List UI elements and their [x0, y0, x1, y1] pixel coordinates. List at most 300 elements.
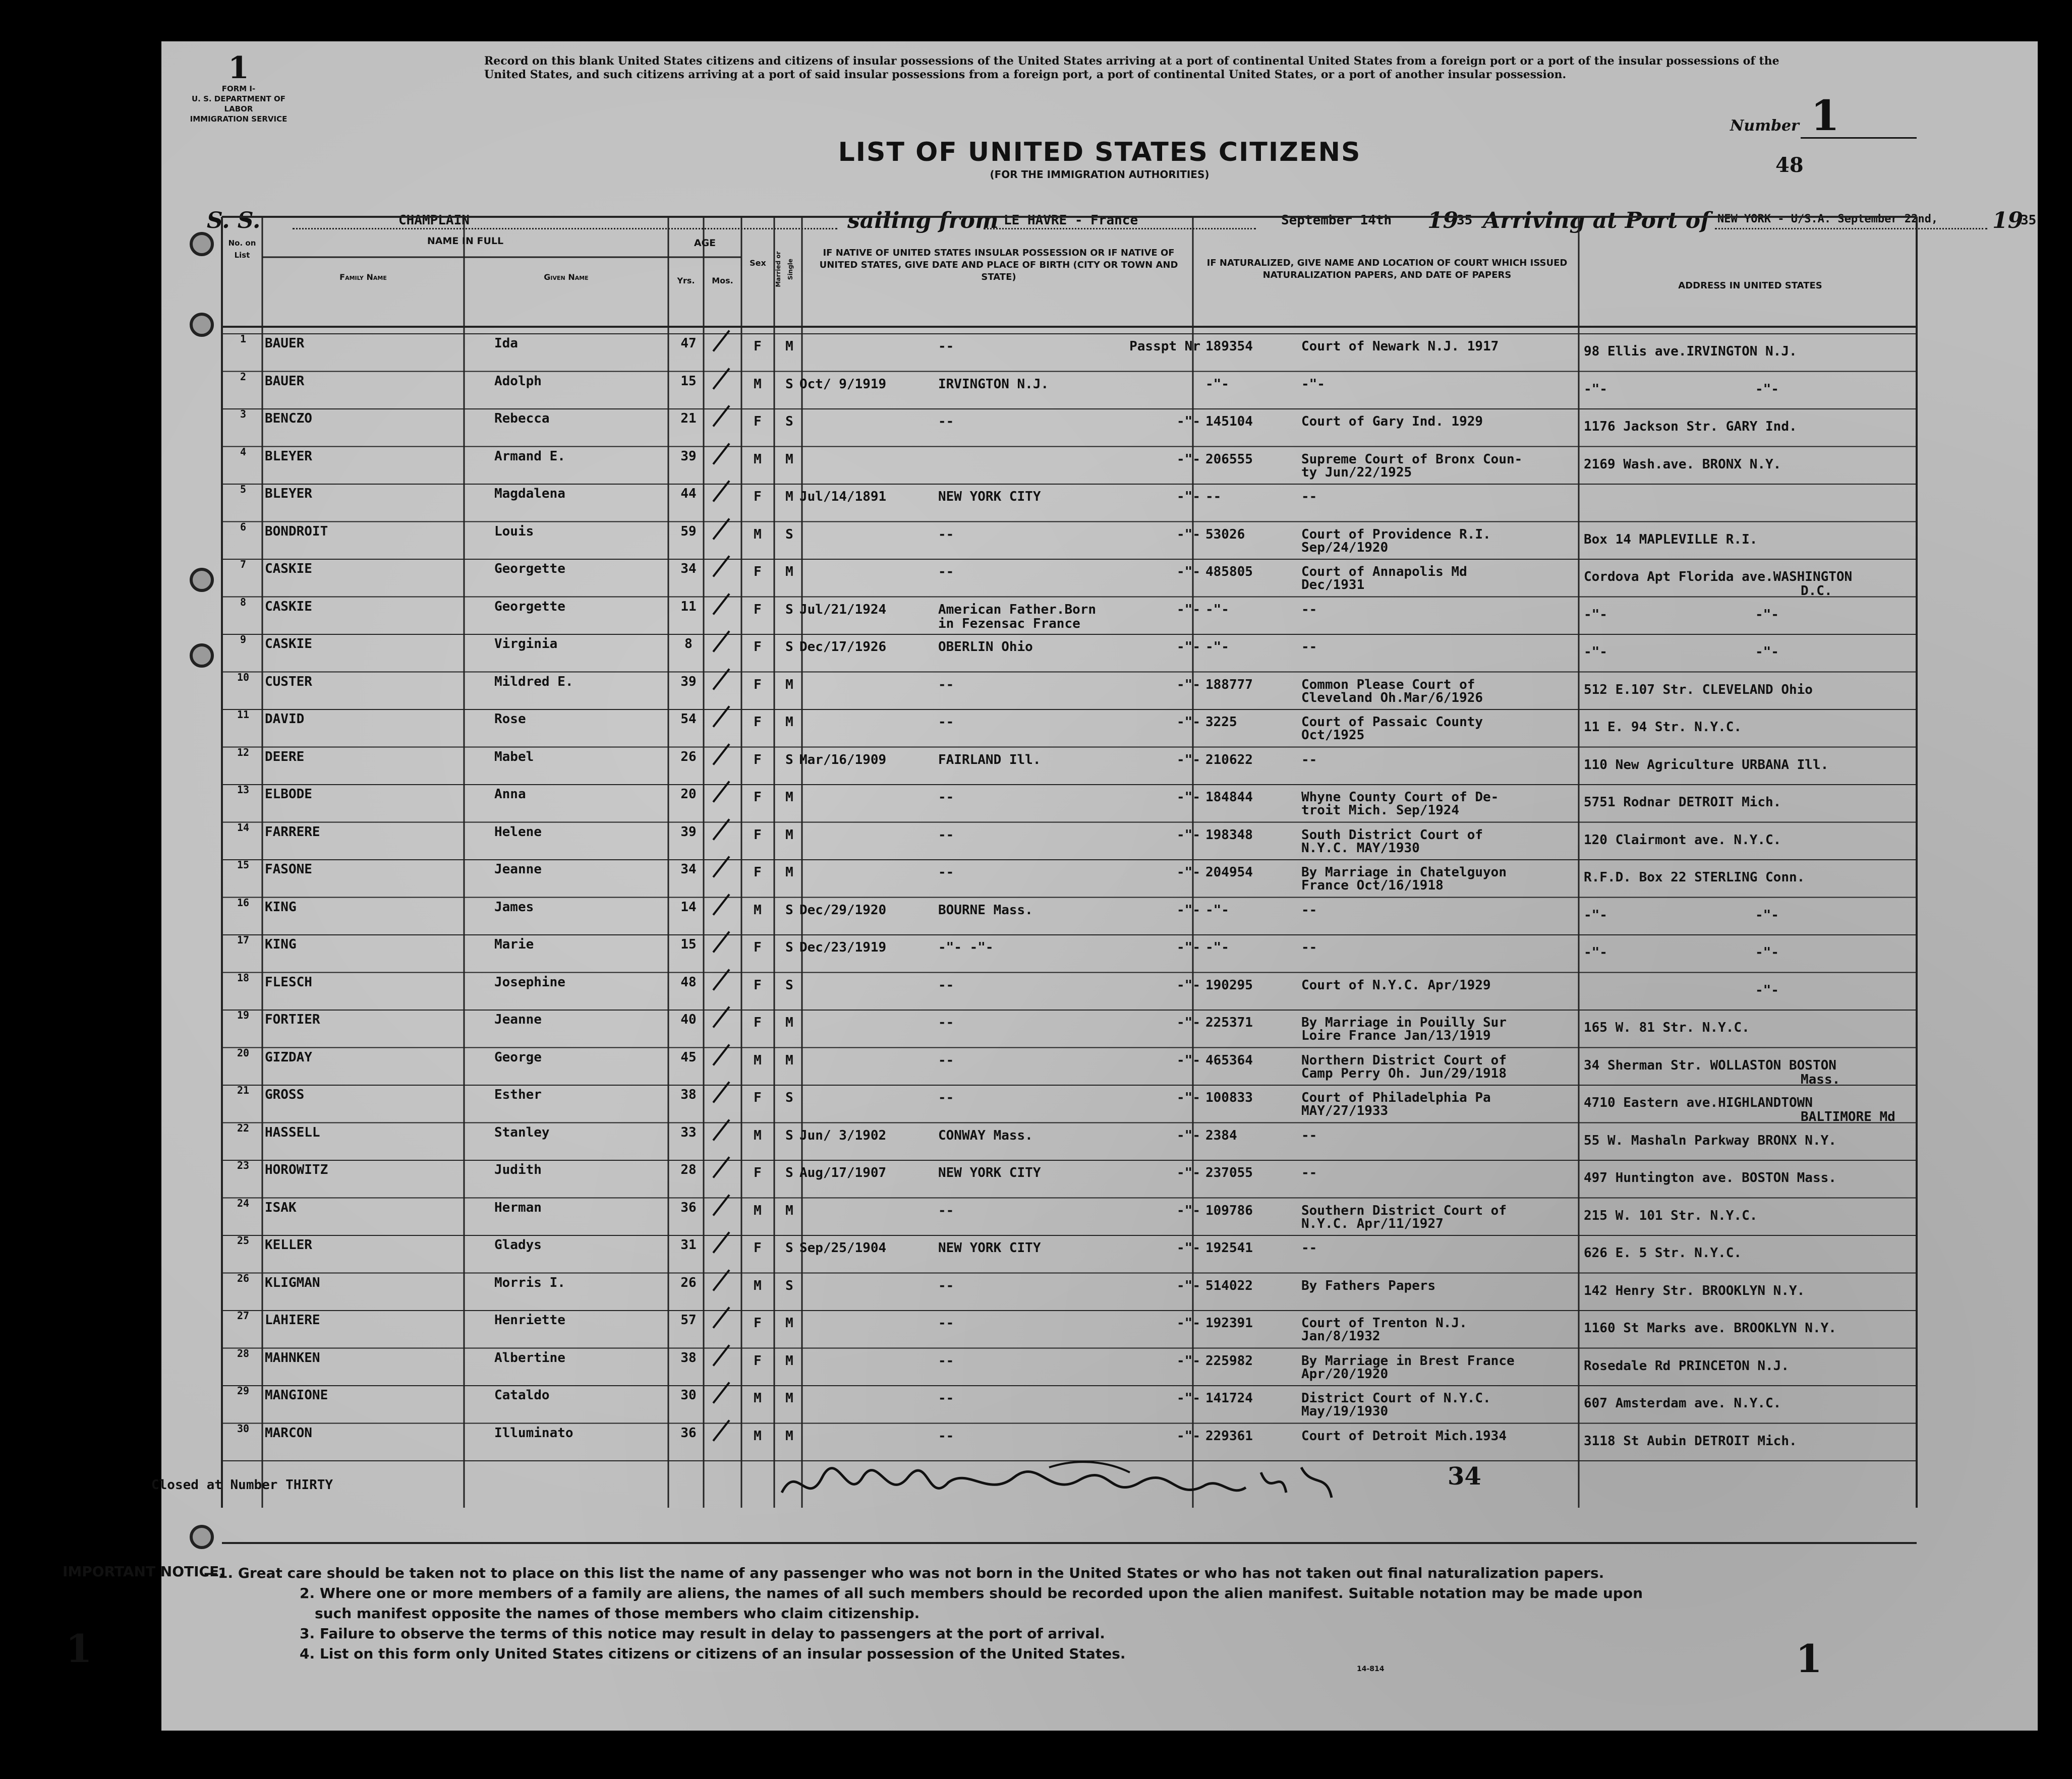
- birth-place: --: [938, 414, 954, 429]
- marital-status: S: [785, 1090, 793, 1105]
- naturalization-prefix: -"-: [1177, 489, 1200, 504]
- family-name: KLIGMAN: [265, 1275, 320, 1290]
- row-number: 6: [240, 520, 247, 533]
- sex: M: [754, 1391, 762, 1406]
- naturalization-number: 210622: [1205, 752, 1253, 767]
- naturalization-number: 514022: [1205, 1278, 1253, 1293]
- ship-name: CHAMPLAIN: [398, 213, 470, 228]
- marital-status: S: [785, 602, 793, 617]
- naturalization-court: Court of Detroit Mich.1934: [1301, 1428, 1507, 1444]
- year-prefix: 19: [1427, 208, 1459, 233]
- row-number: 22: [237, 1121, 250, 1134]
- naturalization-number: -"-: [1205, 639, 1229, 655]
- naturalization-court-cont: Cleveland Oh.Mar/6/1926: [1301, 690, 1483, 705]
- preface-text: Record on this blank United States citizens and citizens of insular possessions of the United States arriving at a port of continental United States from a foreign port or a port of the insular possessions of the United States, and such citizens arriving at a port of said insular possessions from a foreign port, a port of continental United States, or a port of another insular possession.: [484, 54, 1779, 81]
- sex: F: [754, 1090, 762, 1105]
- given-name: Gladys: [494, 1237, 542, 1253]
- naturalization-number: 237055: [1205, 1165, 1253, 1180]
- birth-date: Jun/ 3/1902: [799, 1128, 887, 1143]
- naturalization-number: 184844: [1205, 790, 1253, 805]
- notice-item-1: —1. Great care should be taken not to place on this list the name of any passenger who was not born in the United States or who has not taken out final naturalization papers.: [204, 1565, 1604, 1581]
- birth-place: --: [938, 865, 954, 880]
- sex: F: [754, 1240, 762, 1256]
- given-name: Adolph: [494, 373, 542, 389]
- family-name: MAHNKEN: [265, 1350, 320, 1366]
- sex: F: [754, 677, 762, 692]
- address: 98 Ellis ave.IRVINGTON N.J.: [1584, 344, 1797, 359]
- notice-item-3: 3. Failure to observe the terms of this notice may result in delay to passengers at the port of arrival.: [300, 1625, 1105, 1642]
- number-value: 1: [1811, 92, 1840, 140]
- given-name: Jeanne: [494, 1012, 542, 1027]
- row-number: 3: [240, 408, 247, 420]
- row-number: 23: [237, 1159, 250, 1171]
- family-name: GROSS: [265, 1087, 305, 1102]
- age-years: 11: [680, 599, 697, 614]
- row-number: 27: [237, 1310, 250, 1322]
- age-years: 33: [680, 1124, 697, 1140]
- form-code: 14-814: [1357, 1665, 1385, 1673]
- family-name: FASONE: [265, 862, 312, 877]
- family-name: DAVID: [265, 711, 305, 727]
- marital-status: M: [785, 1428, 793, 1444]
- family-name: ELBODE: [265, 787, 312, 802]
- age-years: 15: [680, 373, 697, 389]
- family-name: MANGIONE: [265, 1388, 328, 1403]
- age-years: 26: [680, 749, 697, 764]
- family-name: KING: [265, 899, 297, 915]
- marital-status: S: [785, 977, 793, 993]
- birth-place: --: [938, 1353, 954, 1369]
- naturalization-court-cont: MAY/27/1933: [1301, 1103, 1389, 1118]
- naturalization-court: Court of Philadelphia Pa: [1301, 1090, 1491, 1105]
- arrival-year: 35: [2021, 213, 2037, 228]
- given-name: James: [494, 899, 534, 915]
- given-name: Magdalena: [494, 486, 565, 501]
- naturalization-prefix: -"-: [1177, 1353, 1200, 1369]
- naturalization-court: Court of Trenton N.J.: [1301, 1316, 1467, 1331]
- address: 512 E.107 Str. CLEVELAND Ohio: [1584, 682, 1813, 697]
- header-age: AGE: [694, 238, 716, 249]
- row-number: 8: [240, 596, 247, 608]
- marital-status: M: [785, 1015, 793, 1030]
- family-name: GIZDAY: [265, 1049, 312, 1065]
- sex: F: [754, 790, 762, 805]
- birth-place: OBERLIN Ohio: [938, 639, 1033, 655]
- naturalization-court: Court of Annapolis Md: [1301, 564, 1467, 579]
- family-name: BONDROIT: [265, 523, 328, 539]
- naturalization-court: --: [1301, 1165, 1317, 1180]
- sex: M: [754, 1203, 762, 1218]
- sex: M: [754, 451, 762, 467]
- row-number: 13: [237, 784, 250, 796]
- header-name-in-full: NAME IN FULL: [427, 235, 504, 247]
- naturalization-court: Court of Providence R.I.: [1301, 526, 1491, 542]
- family-name: FLESCH: [265, 974, 312, 990]
- naturalization-court: --: [1301, 1128, 1317, 1143]
- given-name: Morris I.: [494, 1275, 565, 1290]
- marital-status: M: [785, 790, 793, 805]
- family-name: CASKIE: [265, 561, 312, 576]
- sex: F: [754, 1015, 762, 1030]
- agency-line: U. S. DEPARTMENT OF LABOR: [191, 94, 286, 113]
- given-name: Rose: [494, 711, 526, 727]
- given-name: Albertine: [494, 1350, 565, 1366]
- address: 1176 Jackson Str. GARY Ind.: [1584, 419, 1797, 434]
- family-name: KING: [265, 937, 297, 952]
- family-name: KELLER: [265, 1237, 312, 1253]
- sex: F: [754, 865, 762, 880]
- naturalization-number: 192541: [1205, 1240, 1253, 1256]
- given-name: Mildred E.: [494, 674, 573, 689]
- row-number: 30: [237, 1422, 250, 1435]
- given-name: Georgette: [494, 561, 565, 576]
- naturalization-number: 189354: [1205, 339, 1253, 354]
- naturalization-number: 188777: [1205, 677, 1253, 692]
- naturalization-prefix: -"-: [1177, 602, 1200, 617]
- naturalization-prefix: -"-: [1177, 414, 1200, 429]
- naturalization-prefix: -"-: [1177, 1278, 1200, 1293]
- marital-status: S: [785, 639, 793, 655]
- birth-date: Oct/ 9/1919: [799, 376, 887, 392]
- birth-place: --: [938, 1052, 954, 1068]
- address: Cordova Apt Florida ave.WASHINGTON: [1584, 569, 1853, 584]
- address-cont: Mass.: [1801, 1072, 1840, 1087]
- age-years: 40: [680, 1012, 697, 1027]
- naturalization-court: Court of Newark N.J. 1917: [1301, 339, 1499, 354]
- marital-status: M: [785, 1353, 793, 1369]
- sex: F: [754, 827, 762, 843]
- naturalization-prefix: -"-: [1177, 1015, 1200, 1030]
- family-name: FORTIER: [265, 1012, 320, 1027]
- header-naturalized: IF NATURALIZED, GIVE NAME AND LOCATION OF COURT WHICH ISSUED NATURALIZATION PAPERS, AND DATE OF PAPERS: [1206, 258, 1568, 280]
- marital-status: S: [785, 1165, 793, 1180]
- sex: M: [754, 902, 762, 918]
- ss-label: S. S.: [207, 208, 261, 233]
- row-number: 29: [237, 1385, 250, 1397]
- naturalization-court-cont: May/19/1930: [1301, 1404, 1389, 1419]
- naturalization-number: 204954: [1205, 865, 1253, 880]
- marital-status: S: [785, 526, 793, 542]
- given-name: Jeanne: [494, 862, 542, 877]
- corner-number-left: 1: [66, 1626, 92, 1671]
- age-years: 57: [680, 1313, 697, 1328]
- page-title: LIST OF UNITED STATES CITIZENS: [838, 137, 1361, 167]
- address: 4710 Eastern ave.HIGHLANDTOWN: [1584, 1095, 1813, 1110]
- address-cont: -"-: [1755, 381, 1779, 397]
- family-name: CASKIE: [265, 599, 312, 614]
- row-number: 28: [237, 1347, 250, 1359]
- naturalization-prefix: -"-: [1177, 1316, 1200, 1331]
- age-years: 36: [680, 1425, 697, 1441]
- row-number: 17: [237, 934, 250, 946]
- naturalization-number: 225371: [1205, 1015, 1253, 1030]
- marital-status: M: [785, 451, 793, 467]
- birth-place: NEW YORK CITY: [938, 1240, 1041, 1256]
- address: 55 W. Mashaln Parkway BRONX N.Y.: [1584, 1133, 1836, 1148]
- address-cont: BALTIMORE Md: [1801, 1109, 1895, 1124]
- birth-place: --: [938, 977, 954, 993]
- address-cont: -"-: [1755, 644, 1779, 660]
- birth-place: --: [938, 677, 954, 692]
- sex: F: [754, 1316, 762, 1331]
- age-years: 47: [680, 336, 697, 351]
- naturalization-prefix: -"-: [1177, 1165, 1200, 1180]
- naturalization-number: -"-: [1205, 902, 1229, 918]
- birth-place: --: [938, 1316, 954, 1331]
- birth-place: -"- -"-: [938, 940, 994, 955]
- age-years: 59: [680, 523, 697, 539]
- row-number: 19: [237, 1009, 250, 1021]
- page-subtitle: (FOR THE IMMIGRATION AUTHORITIES): [990, 168, 1210, 181]
- given-name: Herman: [494, 1200, 542, 1215]
- family-name: BLEYER: [265, 448, 312, 464]
- birth-date: Jul/14/1891: [799, 489, 887, 504]
- naturalization-prefix: -"-: [1177, 977, 1200, 993]
- birth-place: --: [938, 790, 954, 805]
- naturalization-prefix: -"-: [1177, 940, 1200, 955]
- address: -"-: [1584, 381, 1607, 397]
- address: 120 Clairmont ave. N.Y.C.: [1584, 832, 1781, 848]
- naturalization-prefix: -"-: [1177, 1128, 1200, 1143]
- age-years: 38: [680, 1350, 697, 1366]
- naturalization-number: 229361: [1205, 1428, 1253, 1444]
- row-number: 14: [237, 821, 250, 834]
- naturalization-court: Court of Gary Ind. 1929: [1301, 414, 1483, 429]
- birth-place: NEW YORK CITY: [938, 489, 1041, 504]
- naturalization-court: By Fathers Papers: [1301, 1278, 1436, 1293]
- family-name: MARCON: [265, 1425, 312, 1441]
- naturalization-number: -"-: [1205, 602, 1229, 617]
- marital-status: M: [785, 677, 793, 692]
- address: Rosedale Rd PRINCETON N.J.: [1584, 1358, 1789, 1374]
- birth-place: American Father.Born: [938, 602, 1097, 617]
- sex: F: [754, 414, 762, 429]
- naturalization-number: -"-: [1205, 376, 1229, 392]
- naturalization-court-cont: N.Y.C. Apr/11/1927: [1301, 1216, 1444, 1231]
- birth-place: --: [938, 1278, 954, 1293]
- header-sex: Sex: [750, 258, 766, 268]
- form-mark: 1: [228, 50, 249, 86]
- birth-place: FAIRLAND Ill.: [938, 752, 1041, 767]
- naturalization-number: 465364: [1205, 1052, 1253, 1068]
- notice-item-2-cont: such manifest opposite the names of those members who claim citizenship.: [315, 1605, 920, 1622]
- naturalization-court: Court of Passaic County: [1301, 715, 1483, 730]
- naturalization-court: --: [1301, 639, 1317, 655]
- marital-status: S: [785, 1278, 793, 1293]
- naturalization-prefix: -"-: [1177, 752, 1200, 767]
- address: 5751 Rodnar DETROIT Mich.: [1584, 795, 1781, 810]
- address-cont: -"-: [1755, 945, 1779, 960]
- given-name: Henriette: [494, 1313, 565, 1328]
- inspector-signature: [777, 1457, 1342, 1513]
- marital-status: M: [785, 564, 793, 579]
- birth-place: CONWAY Mass.: [938, 1128, 1033, 1143]
- family-name: CUSTER: [265, 674, 312, 689]
- marital-status: M: [785, 1316, 793, 1331]
- naturalization-number: 225982: [1205, 1353, 1253, 1369]
- age-years: 30: [680, 1388, 697, 1403]
- naturalization-court: Northern District Court of: [1301, 1052, 1507, 1068]
- sex: F: [754, 1165, 762, 1180]
- naturalization-court: --: [1301, 902, 1317, 918]
- naturalization-court: Supreme Court of Bronx Coun-: [1301, 451, 1523, 467]
- birth-date: Dec/17/1926: [799, 639, 887, 655]
- naturalization-number: 109786: [1205, 1203, 1253, 1218]
- birth-date: Sep/25/1904: [799, 1240, 887, 1256]
- naturalization-court-cont: Camp Perry Oh. Jun/29/1918: [1301, 1065, 1507, 1081]
- row-number: 2: [240, 370, 247, 383]
- depart-date: September 14th: [1281, 213, 1392, 228]
- given-name: Josephine: [494, 974, 565, 990]
- given-name: Esther: [494, 1087, 542, 1102]
- row-number: 16: [237, 896, 250, 909]
- sex: F: [754, 489, 762, 504]
- given-name: Armand E.: [494, 448, 565, 464]
- row-number: 25: [237, 1234, 250, 1247]
- naturalization-number: 198348: [1205, 827, 1253, 843]
- address: 1160 St Marks ave. BROOKLYN N.Y.: [1584, 1321, 1836, 1336]
- naturalization-prefix: -"-: [1177, 564, 1200, 579]
- address-cont: -"-: [1755, 607, 1779, 622]
- address: R.F.D. Box 22 STERLING Conn.: [1584, 870, 1805, 885]
- birth-date: Mar/16/1909: [799, 752, 887, 767]
- notice-item-4: 4. List on this form only United States citizens or citizens of an insular possession of the United States.: [300, 1645, 1126, 1662]
- notice-item-2: 2. Where one or more members of a family are aliens, the names of all such members should be recorded upon the alien manifest. Suitable notation may be made upon: [300, 1585, 1643, 1602]
- header-family-name: Family Name: [339, 272, 387, 282]
- naturalization-prefix: -"-: [1177, 1428, 1200, 1444]
- address: 2169 Wash.ave. BRONX N.Y.: [1584, 456, 1781, 472]
- given-name: Illuminato: [494, 1425, 573, 1441]
- naturalization-court-cont: Dec/1931: [1301, 577, 1365, 592]
- age-years: 39: [680, 448, 697, 464]
- marital-status: M: [785, 827, 793, 843]
- naturalization-court: By Marriage in Chatelguyon: [1301, 865, 1507, 880]
- given-name: Louis: [494, 523, 534, 539]
- naturalization-court: By Marriage in Pouilly Sur: [1301, 1015, 1507, 1030]
- given-name: Mabel: [494, 749, 534, 764]
- naturalization-court: Southern District Court of: [1301, 1203, 1507, 1218]
- marital-status: S: [785, 940, 793, 955]
- marital-status: M: [785, 489, 793, 504]
- birth-place: --: [938, 1391, 954, 1406]
- family-name: ISAK: [265, 1200, 297, 1215]
- marital-status: S: [785, 1128, 793, 1143]
- sex: M: [754, 1128, 762, 1143]
- address: 497 Huntington ave. BOSTON Mass.: [1584, 1170, 1836, 1185]
- naturalization-prefix: -"-: [1177, 715, 1200, 730]
- naturalization-court: South District Court of: [1301, 827, 1483, 843]
- naturalization-court-cont: Loire France Jan/13/1919: [1301, 1028, 1491, 1043]
- family-name: BAUER: [265, 373, 305, 389]
- row-number: 4: [240, 445, 247, 458]
- address: 11 E. 94 Str. N.Y.C.: [1584, 720, 1742, 735]
- age-years: 8: [684, 636, 693, 651]
- address-cont: -"-: [1755, 982, 1779, 998]
- naturalization-prefix: -"-: [1177, 677, 1200, 692]
- naturalization-number: 145104: [1205, 414, 1253, 429]
- year-prefix: 19: [1992, 208, 2024, 233]
- birth-date: Dec/29/1920: [799, 902, 887, 918]
- address: 607 Amsterdam ave. N.Y.C.: [1584, 1396, 1781, 1411]
- address: 3118 St Aubin DETROIT Mich.: [1584, 1433, 1797, 1449]
- birth-place-cont: in Fezensac France: [938, 616, 1080, 631]
- given-name: Georgette: [494, 599, 565, 614]
- age-years: 36: [680, 1200, 697, 1215]
- birth-place: BOURNE Mass.: [938, 902, 1033, 918]
- sex: M: [754, 1278, 762, 1293]
- naturalization-court-cont: troit Mich. Sep/1924: [1301, 803, 1460, 818]
- family-name: HASSELL: [265, 1124, 320, 1140]
- birth-date: Dec/23/1919: [799, 940, 887, 955]
- marital-status: M: [785, 339, 793, 354]
- naturalization-prefix: -"-: [1177, 639, 1200, 655]
- marital-status: M: [785, 715, 793, 730]
- address: -"-: [1584, 607, 1607, 622]
- header-yrs: Yrs.: [677, 276, 695, 285]
- given-name: Helene: [494, 824, 542, 840]
- age-years: 39: [680, 674, 697, 689]
- birth-place: --: [938, 564, 954, 579]
- family-name: FARRERE: [265, 824, 320, 840]
- family-name: LAHIERE: [265, 1313, 320, 1328]
- sex: F: [754, 339, 762, 354]
- birth-place: --: [938, 827, 954, 843]
- naturalization-number: 53026: [1205, 526, 1245, 542]
- family-name: DEERE: [265, 749, 305, 764]
- birth-place: NEW YORK CITY: [938, 1165, 1041, 1180]
- address: 110 New Agriculture URBANA Ill.: [1584, 757, 1829, 773]
- given-name: George: [494, 1049, 542, 1065]
- marital-status: M: [785, 865, 793, 880]
- naturalization-court-cont: Jan/8/1932: [1301, 1329, 1380, 1344]
- marital-status: M: [785, 1052, 793, 1068]
- row-number: 26: [237, 1272, 250, 1284]
- birth-place: --: [938, 1090, 954, 1105]
- naturalization-prefix: -"-: [1177, 1090, 1200, 1105]
- birth-date: Aug/17/1907: [799, 1165, 887, 1180]
- age-years: 44: [680, 486, 697, 501]
- age-years: 15: [680, 937, 697, 952]
- header-given-name: Given Name: [544, 272, 589, 282]
- naturalization-court: -"-: [1301, 376, 1325, 392]
- naturalization-prefix: -"-: [1177, 1203, 1200, 1218]
- marital-status: S: [785, 414, 793, 429]
- naturalization-prefix: -"-: [1177, 902, 1200, 918]
- naturalization-court-cont: ty Jun/22/1925: [1301, 464, 1412, 480]
- given-name: Anna: [494, 787, 526, 802]
- age-years: 38: [680, 1087, 697, 1102]
- naturalization-number: 2384: [1205, 1128, 1237, 1143]
- age-years: 14: [680, 899, 697, 915]
- sex: M: [754, 1052, 762, 1068]
- naturalization-prefix: -"-: [1177, 526, 1200, 542]
- sex: F: [754, 602, 762, 617]
- row-number: 21: [237, 1084, 250, 1096]
- sailing-label: sailing from: [847, 208, 999, 233]
- family-name: BENCZO: [265, 411, 312, 426]
- address-cont: D.C.: [1801, 583, 1832, 599]
- row-number: 5: [240, 483, 247, 495]
- naturalization-court: Whyne County Court of De-: [1301, 790, 1499, 805]
- row-number: 11: [237, 708, 250, 721]
- header-married-single: Married or Single: [775, 251, 794, 287]
- naturalization-court: By Marriage in Brest France: [1301, 1353, 1515, 1369]
- closed-note: Closed at Number THIRTY: [151, 1477, 333, 1493]
- given-name: Cataldo: [494, 1388, 550, 1403]
- age-years: 45: [680, 1049, 697, 1065]
- naturalization-number: -"-: [1205, 940, 1229, 955]
- family-name: CASKIE: [265, 636, 312, 651]
